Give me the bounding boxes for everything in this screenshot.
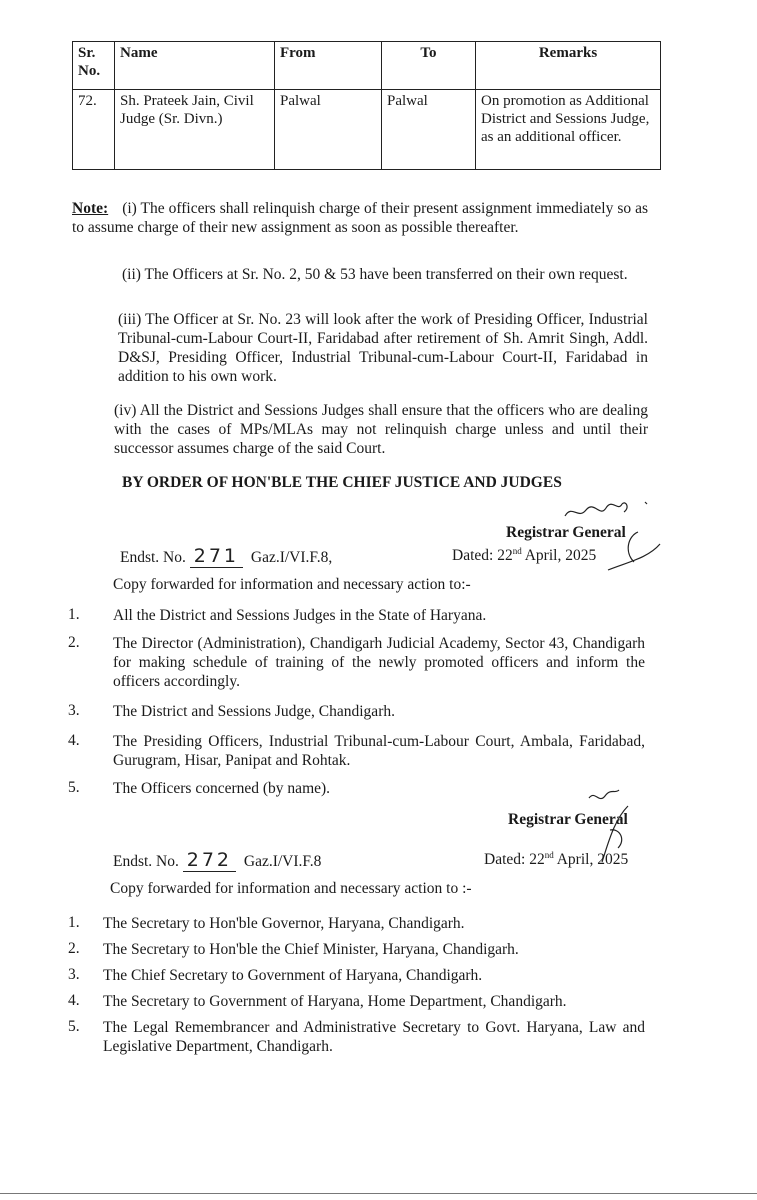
list1-num-5: 5. (68, 779, 80, 796)
header-remarks: Remarks (476, 42, 661, 90)
note-1 (72, 199, 648, 237)
list2-item-4: The Secretary to Government of Haryana, Home Department, Chandigarh. (103, 993, 567, 1010)
endst-number-1: 271 (193, 545, 240, 567)
endst-line-1 (120, 545, 332, 568)
list2-num-4: 4. (68, 992, 80, 1009)
header-sr-no: Sr. No. (73, 42, 115, 90)
copy-line-2: Copy forwarded for information and necessary action to :- (110, 880, 472, 897)
list2-num-2: 2. (68, 940, 80, 957)
list2-item-2: The Secretary to Hon'ble the Chief Minister, Haryana, Chandigarh. (103, 941, 519, 958)
list1-num-2: 2. (68, 634, 80, 651)
list2-item-3: The Chief Secretary to Government of Haryana, Chandigarh. (103, 967, 483, 984)
list1-num-4: 4. (68, 732, 80, 749)
dated-2-prefix: Dated: 22 (484, 851, 545, 869)
cell-sr: 72. (73, 90, 115, 170)
endst-suffix-1: Gaz.I/VI.F.8, (250, 549, 333, 566)
header-from: From (275, 42, 382, 90)
list2-num-5: 5. (68, 1018, 80, 1035)
endst-prefix-1: Endst. No. (120, 549, 186, 566)
table-header-row (73, 42, 661, 90)
dated-2-suffix: April, 2025 (553, 851, 629, 869)
signature-flourish-1 (598, 522, 662, 578)
dated-1-prefix: Dated: 22 (452, 547, 513, 565)
list1-item-5: The Officers concerned (by name). (113, 780, 331, 797)
cell-from: Palwal (275, 90, 382, 170)
list2-item-1: The Secretary to Hon'ble Governor, Haryana, Chandigarh. (103, 915, 465, 932)
transfer-table (72, 41, 661, 170)
cell-to: Palwal (382, 90, 476, 170)
cell-name: Sh. Prateek Jain, Civil Judge (Sr. Divn.) (115, 90, 275, 170)
endst-number-2: 272 (186, 849, 233, 871)
dated-1 (452, 546, 596, 565)
endst-suffix-2: Gaz.I/VI.F.8 (243, 853, 322, 870)
list2-num-3: 3. (68, 966, 80, 983)
cell-remarks: On promotion as Additional District and Sessions Judge, as an additional officer. (476, 90, 661, 170)
list1-num-1: 1. (68, 606, 80, 623)
dated-1-suffix: April, 2025 (521, 547, 597, 565)
dated-2 (484, 850, 628, 869)
endst-line-2 (113, 849, 321, 872)
order-line: BY ORDER OF HON'BLE THE CHIEF JUSTICE AND JUDGES (122, 474, 562, 491)
list1-num-3: 3. (68, 702, 80, 719)
header-to: To (382, 42, 476, 90)
signatory-1: Registrar General (506, 524, 626, 541)
list2-item-5: The Legal Remembrancer and Administrative Secretary to Govt. Haryana, Law and Legislative Department, Chandigarh. (103, 1019, 645, 1055)
page-bottom-border (0, 1193, 757, 1194)
endst-prefix-2: Endst. No. (113, 853, 179, 870)
dated-1-sup: nd (512, 546, 522, 556)
note-2: (ii) The Officers at Sr. No. 2, 50 & 53 have been transferred on their own request. (122, 266, 628, 283)
signatory-2: Registrar General (508, 811, 628, 828)
note-3: (iii) The Officer at Sr. No. 23 will look after the work of Presiding Officer, Industrial Tribunal-cum-Labour Court-II, Faridabad after retirement of Sh. Amrit Singh, Addl. D&SJ, Presiding Officer, Industrial Tribunal-cum-Labour Court-II, Faridabad in addition to his own work. (118, 311, 648, 385)
header-name: Name (115, 42, 275, 90)
list2-num-1: 1. (68, 914, 80, 931)
list1-item-3: The District and Sessions Judge, Chandigarh. (113, 703, 395, 720)
list1-item-1: All the District and Sessions Judges in the State of Haryana. (113, 607, 487, 624)
note-4: (iv) All the District and Sessions Judges shall ensure that the officers who are dealing with the cases of MPs/MLAs may not relinquish charge unless and until their successor assumes charge of the said Court. (114, 402, 648, 457)
note-label: Note: (72, 200, 109, 217)
list1-item-4: The Presiding Officers, Industrial Tribunal-cum-Labour Court, Ambala, Faridabad, Gurugram, Hisar, Panipat and Rohtak. (113, 733, 645, 769)
copy-line-1: Copy forwarded for information and necessary action to:- (113, 576, 471, 593)
table-row (73, 90, 661, 170)
list1-item-2: The Director (Administration), Chandigarh Judicial Academy, Sector 43, Chandigarh for making schedule of training of the newly promoted officers and inform the officers accordingly. (113, 635, 645, 690)
dated-2-sup: nd (544, 850, 554, 860)
note-1-text: (i) The officers shall relinquish charge of their present assignment immediately so as to assume charge of their new assignment as soon as possible thereafter. (72, 200, 649, 236)
